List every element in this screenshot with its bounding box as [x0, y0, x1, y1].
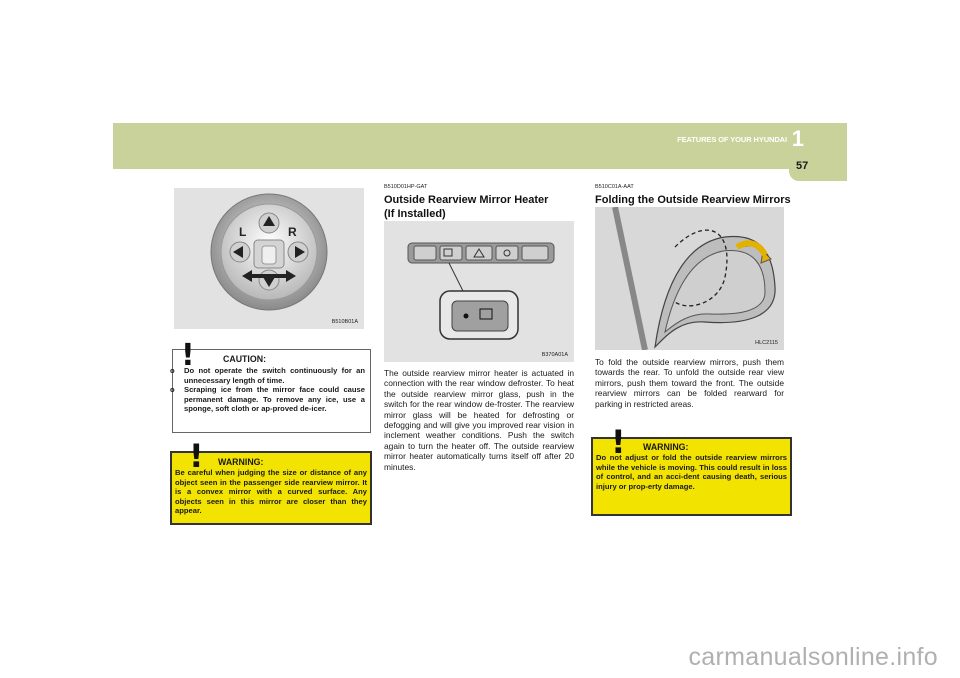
- warning-text: Do not adjust or fold the outside rearview mirrors while the vehicle is moving. This could result in loss of control, and an acci-dent causing death, serious injury or prop-erty damage.: [596, 453, 787, 491]
- chapter-number: 1: [791, 126, 804, 151]
- section-code: B510C01A-AAT: [595, 184, 634, 190]
- section-heading: Outside Rearview Mirror Heater: [384, 194, 549, 206]
- figure-code: B370A01A: [541, 352, 568, 358]
- switch-label-left: L: [239, 225, 247, 239]
- exclamation-icon: !: [181, 338, 195, 373]
- figure-code: HLC2115: [755, 340, 778, 346]
- heater-switch-illustration: [384, 221, 574, 362]
- mirror-switch-figure: [174, 188, 364, 329]
- caution-title: CAUTION:: [223, 354, 267, 364]
- warning-title: WARNING:: [218, 457, 264, 467]
- warning-title: WARNING:: [643, 442, 689, 452]
- section-code: B510D01HP-GAT: [384, 184, 428, 190]
- folding-mirror-figure: [595, 207, 784, 350]
- caution-box: [170, 338, 371, 433]
- caution-list: [170, 366, 365, 414]
- figure-code: B510B01A: [331, 319, 358, 325]
- section-label: FEATURES OF YOUR HYUNDAI: [677, 135, 787, 144]
- switch-label-right: R: [288, 225, 297, 239]
- header-band: [113, 123, 847, 169]
- caution-item: o Do not operate the switch continuously for an unnecessary length of time.: [170, 366, 365, 385]
- caution-item: o Scraping ice from the mirror face could cause permanent damage. To remove any ice, use a sponge, soft cloth or ap-proved de-icer.: [170, 385, 365, 414]
- warning-box: [591, 423, 792, 516]
- section-heading: Folding the Outside Rearview Mirrors: [595, 194, 791, 206]
- folding-body-text: To fold the outside rearview mirrors, push them towards the rear. To unfold the outside rear view mirrors, push them toward the front. The outside rearview mirrors can be folded rearward for parking in restricted areas.: [595, 357, 784, 409]
- warning-text: Be careful when judging the size or distance of any object seen in the passenger side rearview mirror. It is a convex mirror with a curved surface. Any objects seen in this mirror are closer than they appear.: [175, 468, 367, 516]
- mirror-switch-illustration: [174, 188, 364, 329]
- heater-body-text: The outside rearview mirror heater is actuated in connection with the rear window defroster. To heat the outside rearview mirror glass, push in the switch for the rear window de-froster. The rearview mirror glass will be heated for defrosting or defogging and will give you improved rear vision in inclement weather conditions. Push the switch again to turn the heater off. The outside rearview mirror heater automatically turns itself off after 20 minutes.: [384, 368, 574, 472]
- heater-switch-figure: [384, 221, 574, 362]
- exclamation-icon: !: [189, 437, 204, 475]
- exclamation-icon: !: [611, 423, 626, 461]
- section-subheading: (If Installed): [384, 208, 446, 220]
- page-number: 57: [796, 160, 809, 172]
- warning-box: [170, 437, 372, 525]
- watermark: carmanualsonline.info: [688, 643, 938, 671]
- folding-mirror-illustration: [595, 207, 784, 350]
